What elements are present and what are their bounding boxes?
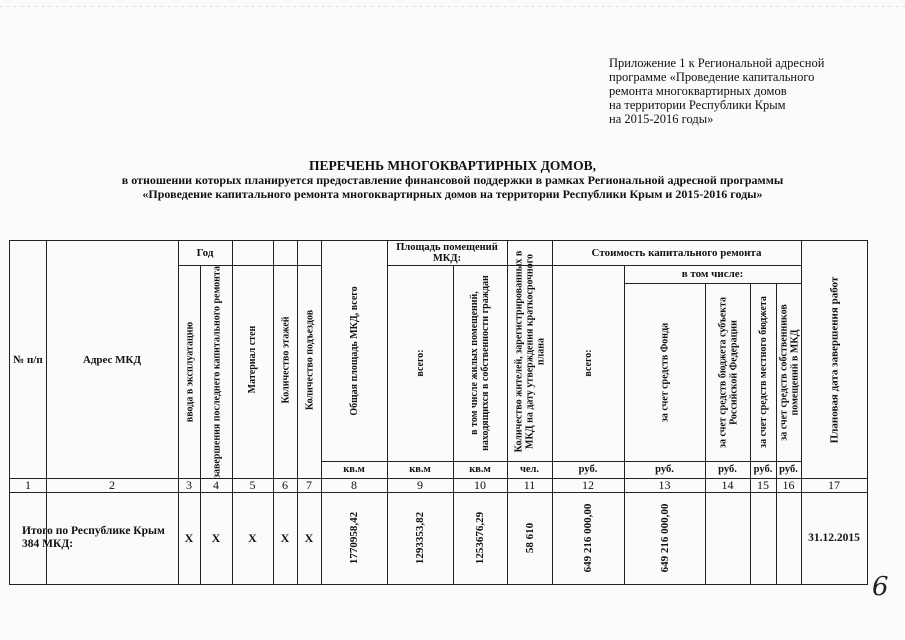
- header-premises-area: Площадь помещений МКД:: [396, 242, 498, 264]
- houses-table: [9, 240, 868, 585]
- header-cost-owners: за счет средств собственников помещений в МКД: [777, 303, 800, 441]
- column-number: 3: [186, 478, 192, 492]
- header-cost-local: за счет средств местного бюджета: [757, 296, 769, 448]
- total-cost-fund-value: 649 216 000,00: [658, 503, 670, 573]
- header-residents: Количество жителей, зарегистрированных в МКД на дату утверждения краткосрочного плана: [513, 250, 546, 452]
- column-number: 4: [213, 478, 219, 492]
- total-entrances: Х: [304, 531, 314, 545]
- header-wall-material: Материал стен: [247, 325, 258, 394]
- document-title: [0, 158, 905, 201]
- appendix-note: [609, 56, 824, 126]
- appendix-line: ремонта многоквартирных домов: [609, 84, 787, 98]
- column-number: 6: [282, 478, 288, 492]
- column-number: 8: [351, 478, 357, 492]
- header-year-commission: ввода в эксплуатацию: [183, 321, 195, 422]
- appendix-line: на территории Республики Крым: [609, 98, 786, 112]
- header-total-area: Общая площадь МКД, всего: [348, 286, 360, 416]
- column-number: 9: [417, 478, 423, 492]
- column-number: 5: [249, 478, 256, 492]
- total-floors: Х: [280, 531, 290, 545]
- header-premises-residential: в том числе жилых помещений, находящихся в собственности граждан: [469, 275, 491, 451]
- unit-cell: руб.: [753, 463, 773, 475]
- appendix-line: на 2015-2016 годы»: [609, 112, 714, 126]
- appendix-line: программе «Проведение капитального: [609, 70, 815, 84]
- header-num: № п/п: [13, 353, 43, 366]
- total-area-value: 1770958,42: [347, 511, 360, 565]
- unit-cell: кв.м: [469, 463, 491, 475]
- title-line-1: ПЕРЕЧЕНЬ МНОГОКВАРТИРНЫХ ДОМОВ,: [308, 158, 597, 173]
- header-entrances: Количество подъездов: [303, 309, 315, 410]
- header-premises-total: всего:: [414, 349, 426, 377]
- column-number: 11: [523, 478, 536, 492]
- header-cost-region: за счет средств бюджета субъекта Российской Федерации: [716, 296, 739, 448]
- unit-cell: руб.: [655, 463, 674, 475]
- unit-cell: руб.: [718, 463, 737, 475]
- header-completion-date: Плановая дата завершения работ: [827, 276, 840, 443]
- total-year-last-repair: Х: [211, 531, 221, 545]
- column-number: 10: [474, 478, 486, 492]
- column-number: 16: [782, 478, 795, 492]
- title-line-2: в отношении которых планируется предоставление финансовой поддержки в рамках Региональной адресной программы: [121, 173, 784, 187]
- header-year: Год: [196, 247, 214, 259]
- appendix-line: Приложение 1 к Региональной адресной: [609, 56, 825, 70]
- unit-cell: чел.: [519, 463, 540, 475]
- column-number: 17: [828, 478, 840, 492]
- page-number: 6: [872, 572, 889, 602]
- header-address: Адрес МКД: [82, 353, 142, 366]
- total-completion-date: 31.12.2015: [808, 532, 860, 544]
- unit-cell: кв.м: [409, 463, 431, 475]
- column-number: 1: [25, 478, 31, 492]
- total-wall-material: Х: [248, 531, 257, 545]
- column-number: 2: [109, 478, 115, 492]
- total-residential-value: 1253676,29: [473, 511, 486, 565]
- header-cost-total: всего:: [582, 349, 594, 377]
- total-premises-value: 1293353,82: [413, 511, 426, 565]
- unit-cell: кв.м: [343, 463, 365, 475]
- header-year-last-repair: завершения последнего капитального ремонта: [210, 265, 222, 478]
- column-number: 13: [658, 478, 671, 492]
- header-cost-fund: за счет средств Фонда: [659, 322, 670, 422]
- header-floors: Количество этажей: [279, 315, 291, 404]
- header-cost: Стоимость капитального ремонта: [591, 247, 762, 259]
- total-year-commission: Х: [184, 531, 194, 545]
- total-row-label: Итого по Республике Крым 384 МКД:: [22, 525, 165, 550]
- column-number: 12: [582, 478, 594, 492]
- total-residents-value: 58 610: [523, 522, 535, 554]
- title-line-3: «Проведение капитального ремонта многоквартирных домов на территории Республики Крым и 2015-2016 годы»: [142, 187, 763, 201]
- unit-cell: руб.: [779, 463, 798, 475]
- column-number: 7: [306, 478, 312, 492]
- column-number: 14: [721, 478, 734, 492]
- scan-artifact-line: [0, 6, 905, 7]
- header-including: в том числе:: [681, 268, 744, 280]
- unit-cell: руб.: [578, 463, 598, 475]
- total-cost-value: 649 216 000,00: [581, 503, 594, 573]
- column-number: 15: [757, 478, 769, 492]
